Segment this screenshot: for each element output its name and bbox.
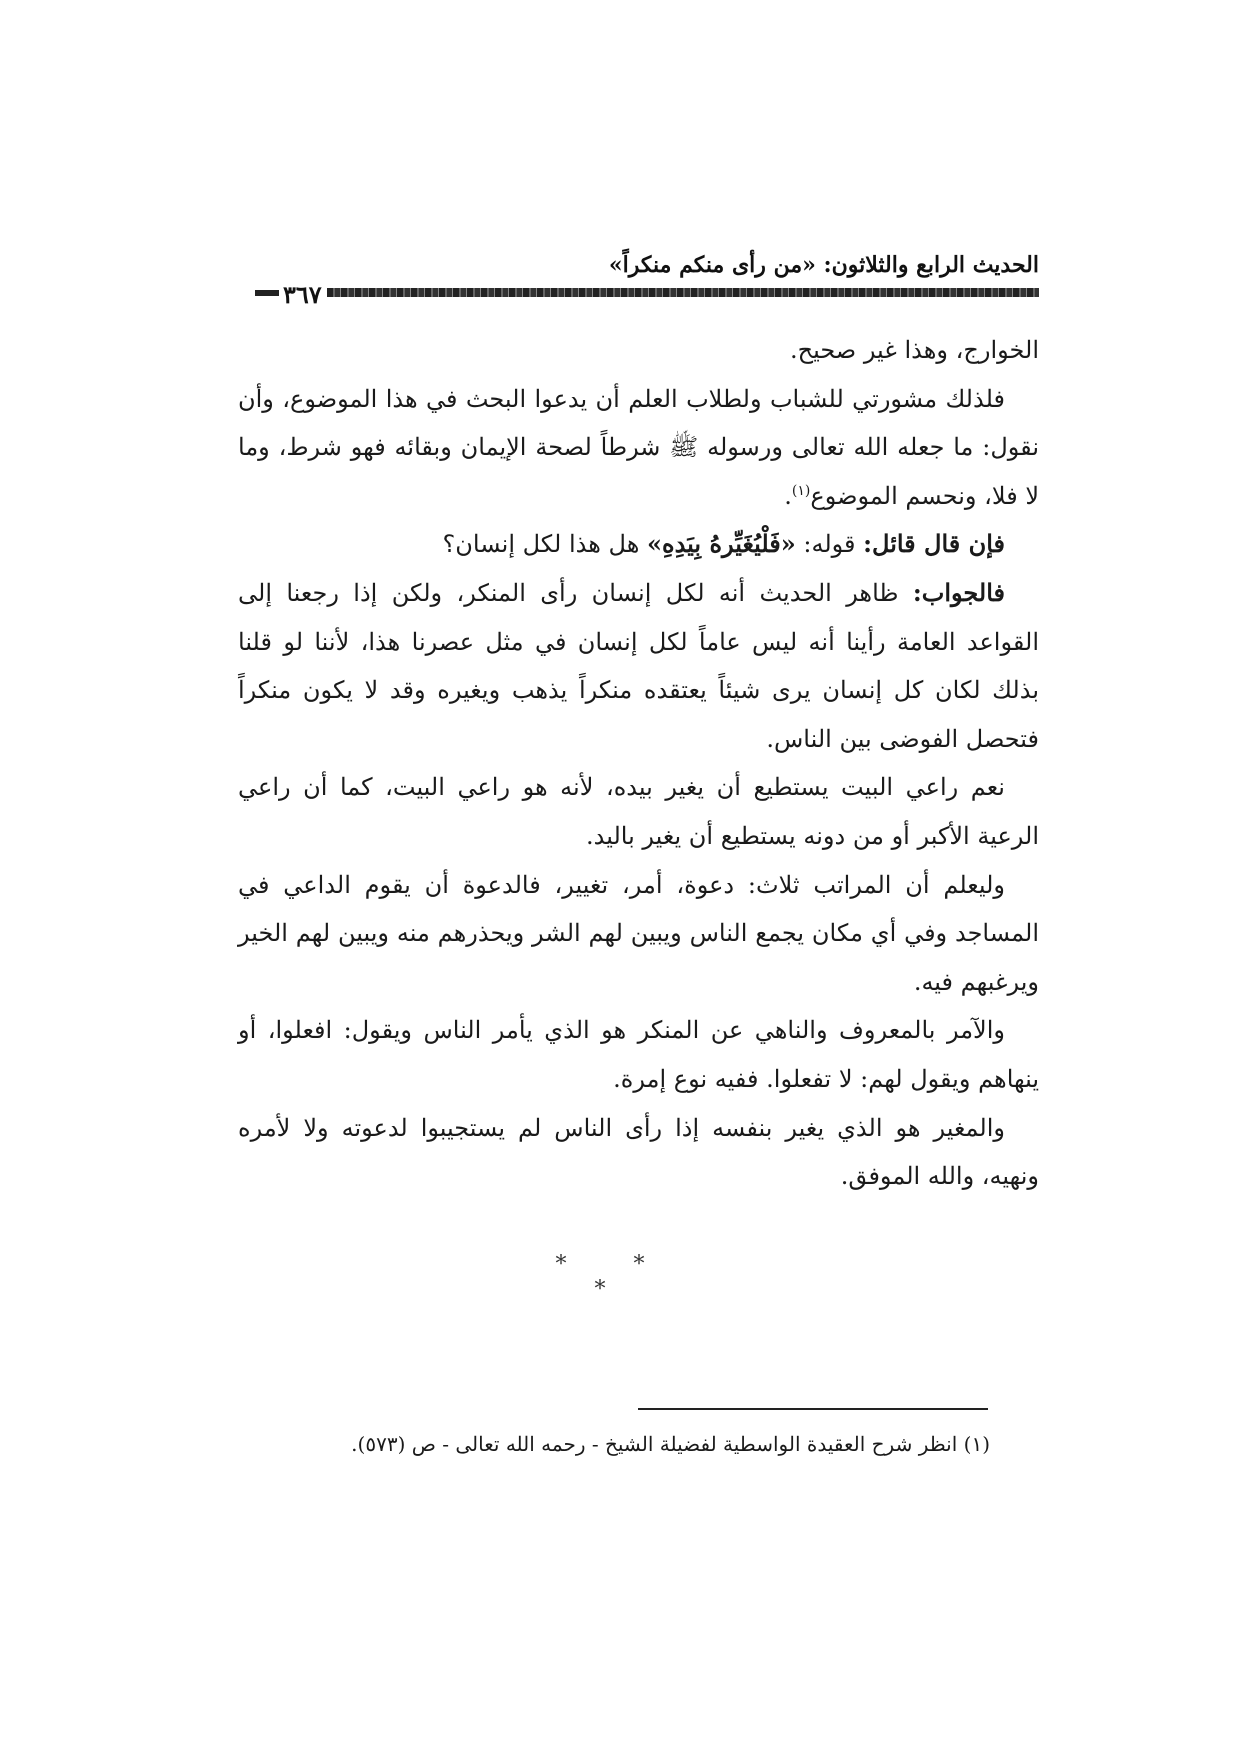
footnote-rule: [638, 1408, 988, 1410]
paragraph: [238, 375, 1039, 521]
paragraph-text: فلذلك مشورتي للشباب ولطلاب العلم أن يدعوا البحث في هذا الموضوع، وأن نقول: ما جعله الله تعالى ورسوله ﷺ شرطاً لصحة الإيمان وبقائه فهو شرط، وما لا فلا، ونحسم الموضوع: [238, 384, 1040, 510]
paragraph: [238, 1104, 1039, 1201]
section-separator: * * *: [555, 1252, 675, 1302]
paragraph-text: نعم راعي البيت يستطيع أن يغير بيده، لأنه هو راعي البيت، كما أن راعي الرعية الأكبر أو من دونه يستطيع أن يغير باليد.: [238, 773, 1039, 850]
answer-lead: فالجواب:: [912, 577, 1005, 607]
hadith-quote: «فَلْيُغَيِّرهُ بِيَدِهِ»: [647, 529, 796, 559]
footnote-text: انظر شرح العقيدة الواسطية لفضيلة الشيخ - رحمه الله تعالى - ص (٥٧٣).: [351, 1432, 958, 1456]
paragraph: [238, 326, 1039, 375]
paragraph-text: ظاهر الحديث أنه لكل إنسان رأى المنكر، ولكن إذا رجعنا إلى القواعد العامة رأينا أنه ليس عاماً لكل إنسان في مثل عصرنا هذا، لأننا لو قلنا بذلك لكان كل إنسان يرى شيئاً يعتقده منكراً يذهب ويغيره وقد لا يكون منكراً فتحصل الفوضى بين الناس.: [238, 578, 1039, 753]
paragraph-text: والمغير هو الذي يغير بنفسه إذا رأى الناس لم يستجيبوا لدعوته ولا لأمره ونهيه، والله الموفق.: [238, 1113, 1039, 1191]
paragraph: [238, 861, 1039, 1007]
paragraph-text: والآمر بالمعروف والناهي عن المنكر هو الذي يأمر الناس ويقول: افعلوا، أو ينهاهم ويقول لهم: لا تفعلوا. ففيه نوع إمرة.: [238, 1016, 1039, 1093]
paragraph-tail: .: [784, 481, 792, 510]
paragraph-text: وليعلم أن المراتب ثلاث: دعوة، أمر، تغيير، فالدعوة أن يقوم الداعي في المساجد وفي أي مكان يجمع الناس ويبين لهم الشر ويحذرهم منه ويبين لهم الخير ويرغبهم فيه.: [238, 870, 1039, 996]
footnote-reference[interactable]: (١): [791, 482, 811, 499]
chapter-title: الحديث الرابع والثلاثون: «من رأى منكم منكراً»: [608, 252, 1039, 278]
paragraph-text: قوله:: [795, 530, 864, 559]
footnote-marker: (١): [963, 1432, 990, 1456]
header-rule-short: [255, 290, 279, 296]
footnote: [300, 1432, 990, 1456]
paragraph: [238, 520, 1039, 569]
paragraph-text: هل هذا لكل إنسان؟: [442, 530, 647, 559]
paragraph: [238, 1006, 1039, 1103]
body-text: [238, 326, 1039, 1201]
paragraph: [238, 569, 1039, 763]
header-rule: [327, 288, 1039, 297]
question-lead: فإن قال قائل:: [863, 529, 1005, 559]
paragraph-text: الخوارج، وهذا غير صحيح.: [789, 336, 1039, 364]
running-header: [255, 252, 1039, 312]
page-number: ٣٦٧: [283, 280, 322, 309]
paragraph: [238, 763, 1039, 860]
